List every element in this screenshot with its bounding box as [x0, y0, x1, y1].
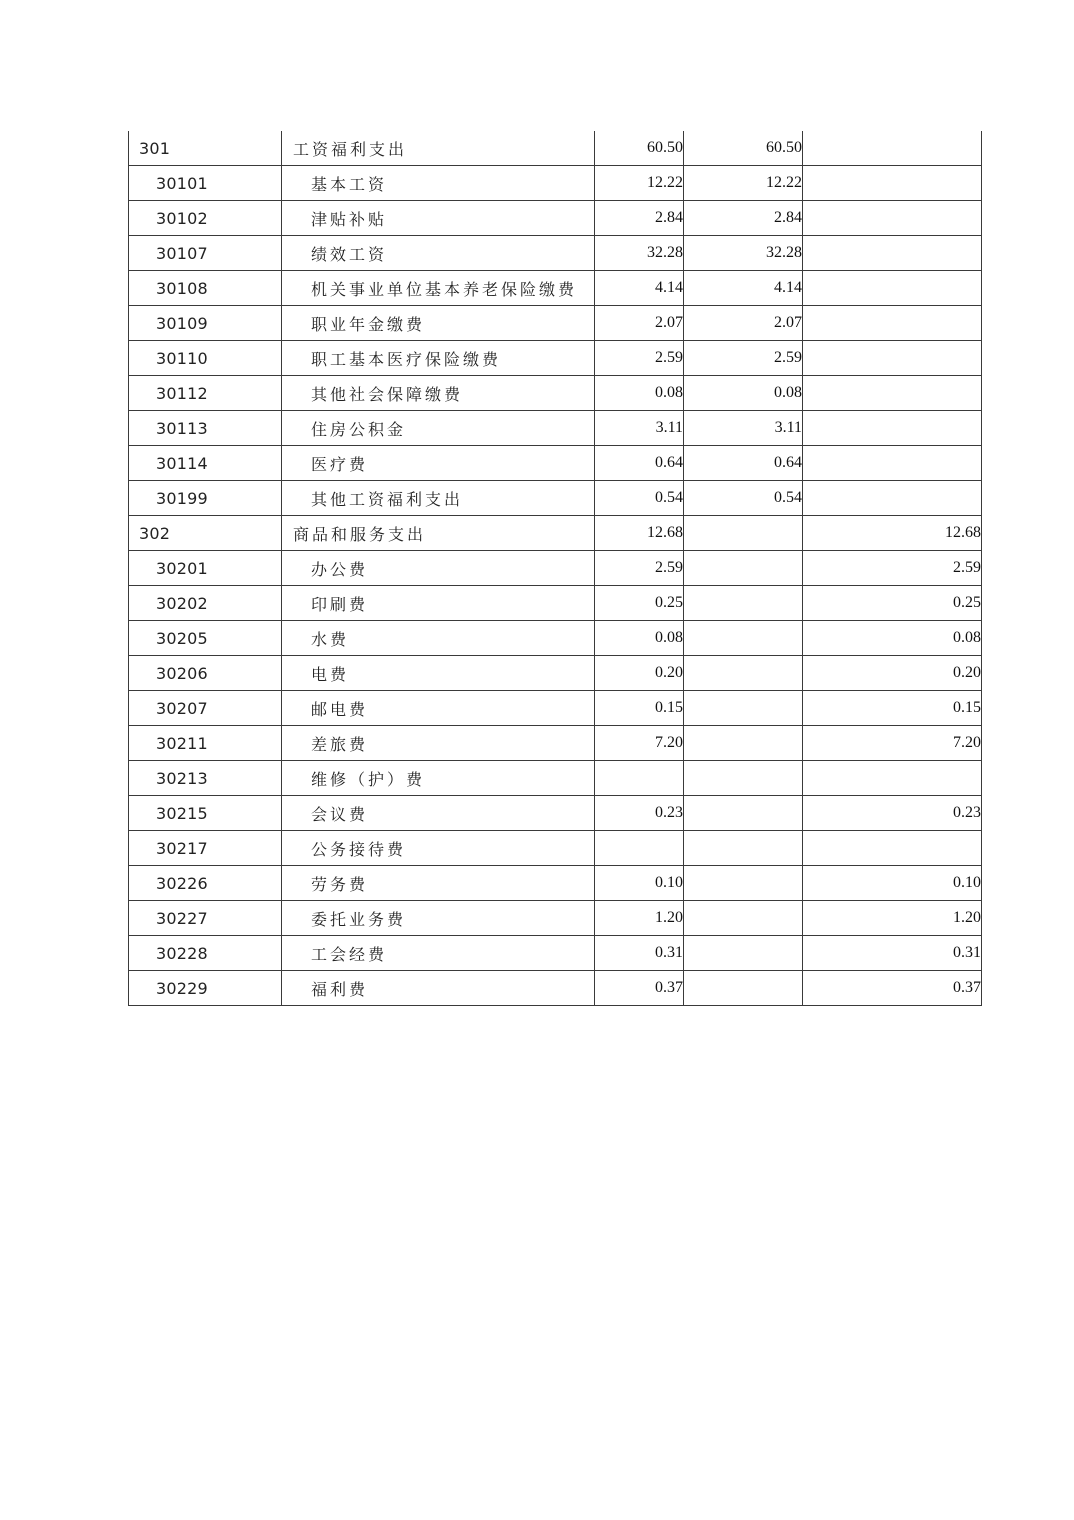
project-expenditure-cell [803, 341, 982, 376]
table-row [129, 411, 982, 446]
basic-expenditure-cell: 0.08 [684, 376, 803, 411]
account-name-cell: 会议费 [282, 796, 595, 831]
total-amount-cell: 0.54 [595, 481, 684, 516]
account-code-cell: 30101 [129, 166, 282, 201]
account-name-cell: 医疗费 [282, 446, 595, 481]
account-code-cell: 30215 [129, 796, 282, 831]
basic-expenditure-cell: 2.59 [684, 341, 803, 376]
table-row [129, 586, 982, 621]
account-name-cell: 委托业务费 [282, 901, 595, 936]
account-name-cell: 商品和服务支出 [282, 516, 595, 551]
account-code-cell: 30110 [129, 341, 282, 376]
basic-expenditure-cell: 3.11 [684, 411, 803, 446]
account-code-cell: 30102 [129, 201, 282, 236]
total-amount-cell: 2.07 [595, 306, 684, 341]
total-amount-cell: 0.20 [595, 656, 684, 691]
account-name-cell: 水费 [282, 621, 595, 656]
total-amount-cell: 3.11 [595, 411, 684, 446]
total-amount-cell: 12.22 [595, 166, 684, 201]
account-code-cell: 30199 [129, 481, 282, 516]
account-name-cell: 电费 [282, 656, 595, 691]
account-code-cell: 30213 [129, 761, 282, 796]
account-code-cell: 30211 [129, 726, 282, 761]
project-expenditure-cell: 12.68 [803, 516, 982, 551]
project-expenditure-cell [803, 131, 982, 166]
table-row [129, 726, 982, 761]
project-expenditure-cell [803, 376, 982, 411]
account-code-cell: 30227 [129, 901, 282, 936]
account-name-cell: 办公费 [282, 551, 595, 586]
project-expenditure-cell: 0.31 [803, 936, 982, 971]
account-code-cell: 30217 [129, 831, 282, 866]
basic-expenditure-cell [684, 866, 803, 901]
table-row [129, 376, 982, 411]
expenditure-table [128, 131, 982, 1006]
account-code-cell: 30207 [129, 691, 282, 726]
table-row [129, 551, 982, 586]
project-expenditure-cell [803, 166, 982, 201]
table-row [129, 481, 982, 516]
category-row [129, 516, 982, 551]
total-amount-cell: 0.08 [595, 621, 684, 656]
account-name-cell: 印刷费 [282, 586, 595, 621]
project-expenditure-cell: 0.15 [803, 691, 982, 726]
total-amount-cell [595, 761, 684, 796]
total-amount-cell: 4.14 [595, 271, 684, 306]
account-name-cell: 津贴补贴 [282, 201, 595, 236]
account-name-cell: 基本工资 [282, 166, 595, 201]
account-code-cell: 30201 [129, 551, 282, 586]
table-row [129, 866, 982, 901]
account-code-cell: 30107 [129, 236, 282, 271]
total-amount-cell: 2.84 [595, 201, 684, 236]
project-expenditure-cell [803, 761, 982, 796]
basic-expenditure-cell [684, 901, 803, 936]
basic-expenditure-cell [684, 726, 803, 761]
account-code-cell: 30206 [129, 656, 282, 691]
basic-expenditure-cell [684, 516, 803, 551]
basic-expenditure-cell: 60.50 [684, 131, 803, 166]
project-expenditure-cell [803, 306, 982, 341]
table-row [129, 831, 982, 866]
account-name-cell: 住房公积金 [282, 411, 595, 446]
total-amount-cell: 0.23 [595, 796, 684, 831]
account-name-cell: 福利费 [282, 971, 595, 1006]
account-name-cell: 其他工资福利支出 [282, 481, 595, 516]
total-amount-cell: 2.59 [595, 551, 684, 586]
total-amount-cell: 60.50 [595, 131, 684, 166]
project-expenditure-cell: 0.37 [803, 971, 982, 1006]
basic-expenditure-cell [684, 551, 803, 586]
table-row [129, 271, 982, 306]
account-name-cell: 职业年金缴费 [282, 306, 595, 341]
table-row [129, 236, 982, 271]
project-expenditure-cell: 0.20 [803, 656, 982, 691]
project-expenditure-cell [803, 271, 982, 306]
project-expenditure-cell [803, 446, 982, 481]
basic-expenditure-cell [684, 796, 803, 831]
table-row [129, 446, 982, 481]
basic-expenditure-cell: 2.84 [684, 201, 803, 236]
project-expenditure-cell: 2.59 [803, 551, 982, 586]
basic-expenditure-cell [684, 831, 803, 866]
account-name-cell: 劳务费 [282, 866, 595, 901]
account-code-cell: 30229 [129, 971, 282, 1006]
total-amount-cell: 32.28 [595, 236, 684, 271]
basic-expenditure-cell: 0.64 [684, 446, 803, 481]
account-name-cell: 其他社会保障缴费 [282, 376, 595, 411]
basic-expenditure-cell [684, 971, 803, 1006]
project-expenditure-cell [803, 201, 982, 236]
total-amount-cell: 0.64 [595, 446, 684, 481]
basic-expenditure-cell [684, 586, 803, 621]
account-code-cell: 302 [129, 516, 282, 551]
table-row [129, 656, 982, 691]
total-amount-cell: 2.59 [595, 341, 684, 376]
project-expenditure-cell: 0.08 [803, 621, 982, 656]
table-row [129, 761, 982, 796]
basic-expenditure-cell: 4.14 [684, 271, 803, 306]
table-row [129, 901, 982, 936]
project-expenditure-cell [803, 411, 982, 446]
account-name-cell: 维修（护）费 [282, 761, 595, 796]
basic-expenditure-cell [684, 621, 803, 656]
account-code-cell: 30113 [129, 411, 282, 446]
project-expenditure-cell [803, 831, 982, 866]
table-row [129, 936, 982, 971]
table-row [129, 341, 982, 376]
account-code-cell: 30202 [129, 586, 282, 621]
project-expenditure-cell: 0.25 [803, 586, 982, 621]
total-amount-cell: 0.10 [595, 866, 684, 901]
basic-expenditure-cell [684, 936, 803, 971]
account-code-cell: 30114 [129, 446, 282, 481]
account-code-cell: 30108 [129, 271, 282, 306]
account-code-cell: 30109 [129, 306, 282, 341]
expenditure-table-body [129, 131, 982, 1006]
project-expenditure-cell: 0.23 [803, 796, 982, 831]
account-name-cell: 职工基本医疗保险缴费 [282, 341, 595, 376]
table-row [129, 691, 982, 726]
account-code-cell: 30112 [129, 376, 282, 411]
total-amount-cell: 12.68 [595, 516, 684, 551]
table-row [129, 796, 982, 831]
account-code-cell: 301 [129, 131, 282, 166]
account-name-cell: 公务接待费 [282, 831, 595, 866]
project-expenditure-cell: 7.20 [803, 726, 982, 761]
table-row [129, 971, 982, 1006]
table-row [129, 306, 982, 341]
project-expenditure-cell: 0.10 [803, 866, 982, 901]
total-amount-cell [595, 831, 684, 866]
basic-expenditure-cell: 2.07 [684, 306, 803, 341]
account-name-cell: 邮电费 [282, 691, 595, 726]
basic-expenditure-cell [684, 656, 803, 691]
basic-expenditure-cell: 32.28 [684, 236, 803, 271]
project-expenditure-cell: 1.20 [803, 901, 982, 936]
total-amount-cell: 0.25 [595, 586, 684, 621]
basic-expenditure-cell [684, 691, 803, 726]
total-amount-cell: 1.20 [595, 901, 684, 936]
account-name-cell: 差旅费 [282, 726, 595, 761]
table-row [129, 166, 982, 201]
account-code-cell: 30205 [129, 621, 282, 656]
total-amount-cell: 0.37 [595, 971, 684, 1006]
total-amount-cell: 7.20 [595, 726, 684, 761]
total-amount-cell: 0.31 [595, 936, 684, 971]
total-amount-cell: 0.08 [595, 376, 684, 411]
basic-expenditure-cell [684, 761, 803, 796]
total-amount-cell: 0.15 [595, 691, 684, 726]
account-name-cell: 工资福利支出 [282, 131, 595, 166]
project-expenditure-cell [803, 481, 982, 516]
basic-expenditure-cell: 12.22 [684, 166, 803, 201]
account-name-cell: 工会经费 [282, 936, 595, 971]
account-code-cell: 30226 [129, 866, 282, 901]
basic-expenditure-cell: 0.54 [684, 481, 803, 516]
category-row [129, 131, 982, 166]
table-row [129, 201, 982, 236]
account-code-cell: 30228 [129, 936, 282, 971]
project-expenditure-cell [803, 236, 982, 271]
account-name-cell: 机关事业单位基本养老保险缴费 [282, 271, 595, 306]
table-row [129, 621, 982, 656]
account-name-cell: 绩效工资 [282, 236, 595, 271]
